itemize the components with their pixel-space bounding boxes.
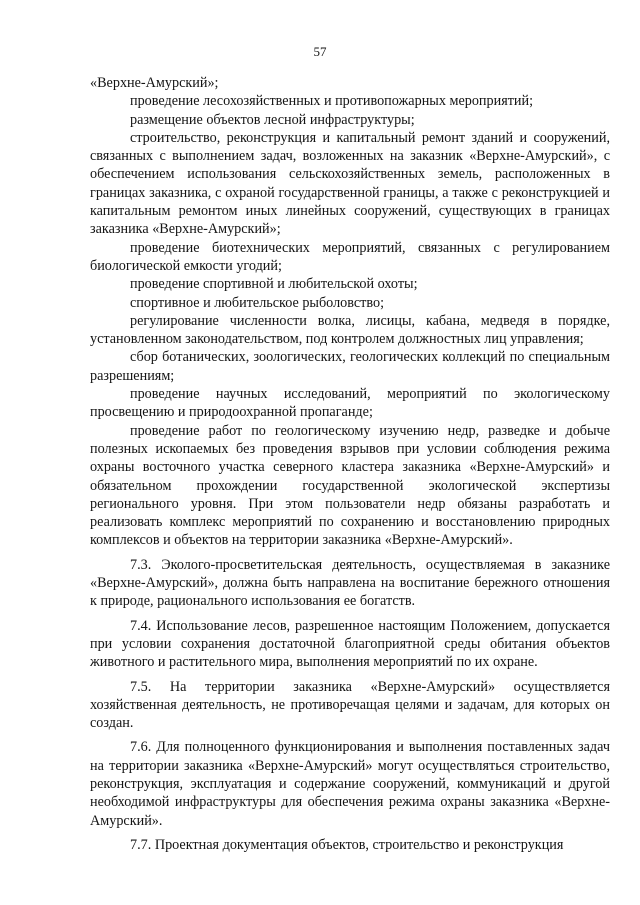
document-body xyxy=(90,74,610,854)
paragraph-continuation: «Верхне-Амурский»; xyxy=(90,75,219,91)
paragraph: регулирование численности волка, лисицы, кабана, медведя в порядке, установленном законодательством, под контролем должностных лиц управления; xyxy=(90,312,610,348)
paragraph: размещение объектов лесной инфраструктуры; xyxy=(130,111,415,128)
paragraph-7-6: 7.6. Для полноценного функционирования и выполнения поставленных задач на территории заказника «Верхне-Амурский» могут осуществляться строительство, реконструкция, эксплуатация и содержание сооружений, коммуникаций и другой необходимой инфраструктуры для обеспечения режима охраны заказника «Верхне-Амурский». xyxy=(90,739,610,829)
paragraph: спортивное и любительское рыболовство; xyxy=(130,294,385,311)
paragraph: проведение научных исследований, мероприятий по экологическому просвещению и природоохранной пропаганде; xyxy=(90,386,610,421)
paragraph: проведение работ по геологическому изучению недр, разведке и добыче полезных ископаемых без проведения взрывов при условии соблюдения режима охраны восточного участка северного кластера заказника «Верхне-Амурский» и обязательном прохождении государственной экологической экспертизы регионального уровня. При этом пользователи недр обязаны разработать и реализовать комплекс мероприятий по сохранению и восстановлению природных комплексов и объектов на территории заказника «Верхне-Амурский». xyxy=(90,422,610,549)
paragraph-7-7: 7.7. Проектная документация объектов, строительство и реконструкция xyxy=(130,836,564,853)
page-number: 57 xyxy=(313,44,327,59)
paragraph: строительство, реконструкция и капитальный ремонт зданий и сооружений, связанных с выполнением задач, возложенных на заказник «Верхне-Амурский», с обеспечением использования сельскохозяйственных земель, расположенных в границах заказника, с охраной государственной границы, а также с реконструкцией и капитальным ремонтом иных линейных сооружений, существующих в границах заказника «Верхне-Амурский»; xyxy=(90,129,610,238)
paragraph-7-4: 7.4. Использование лесов, разрешенное настоящим Положением, допускается при условии сохранения достаточной благоприятной среды обитания объектов животного и растительного мира, выполнения мероприятий по их охране. xyxy=(90,617,610,671)
paragraph: сбор ботанических, зоологических, геологических коллекций по специальным разрешениям; xyxy=(90,349,610,384)
paragraph: проведение спортивной и любительской охоты; xyxy=(130,276,418,293)
paragraph-7-3: 7.3. Эколого-просветительская деятельность, осуществляемая в заказнике «Верхне-Амурский», должна быть направлена на воспитание бережного отношения к природе, рационального использования ее богатств. xyxy=(90,556,610,610)
paragraph: проведение лесохозяйственных и противопожарных мероприятий; xyxy=(130,93,534,110)
paragraph-7-5: 7.5. На территории заказника «Верхне-Амурский» осуществляется хозяйственная деятельность, не противоречащая целями и задачам, для которых он создан. xyxy=(90,678,610,732)
paragraph: проведение биотехнических мероприятий, связанных с регулированием биологической емкости угодий; xyxy=(90,239,610,274)
